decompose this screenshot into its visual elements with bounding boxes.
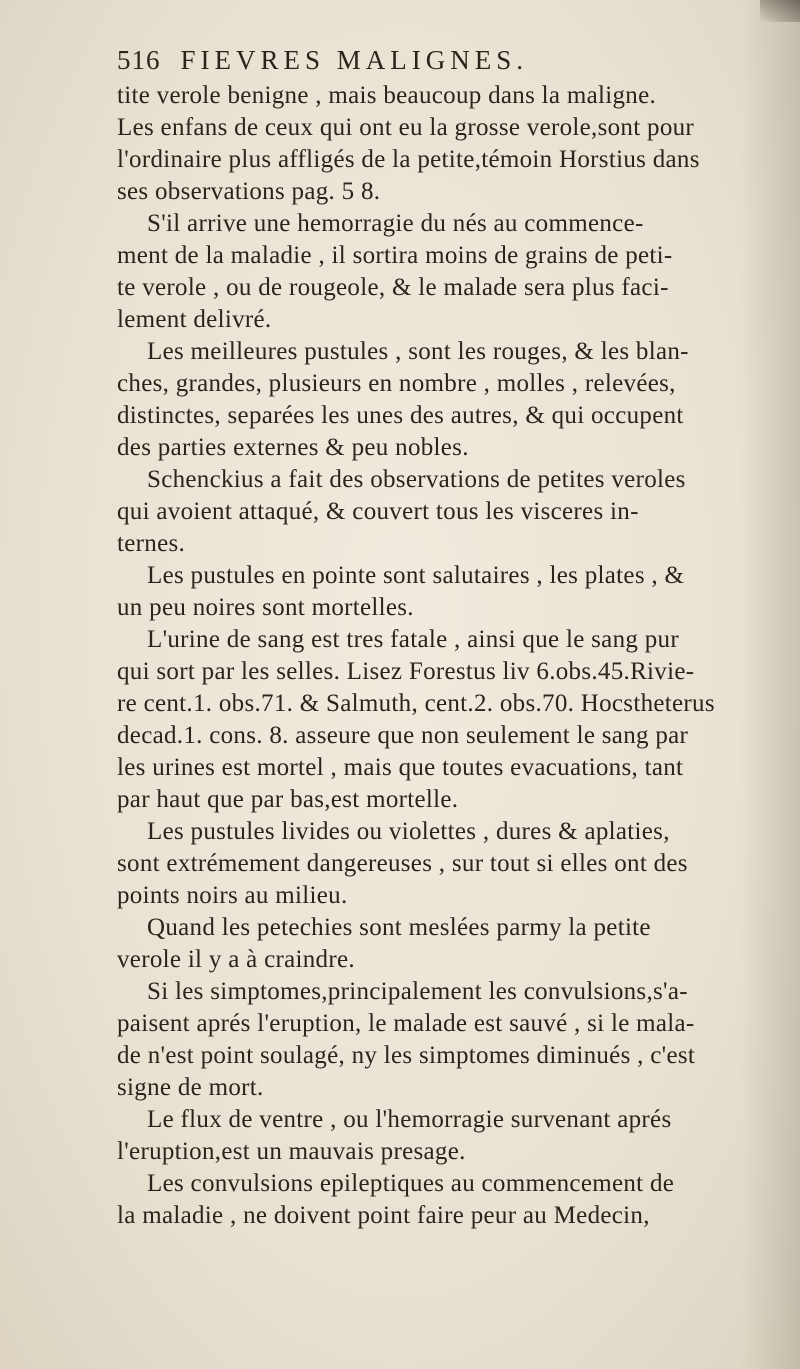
- text-line: Schenckius a fait des observations de petites veroles: [147, 466, 686, 493]
- text-line: la maladie , ne doivent point faire peur au Medecin,: [117, 1202, 650, 1229]
- text-line: Le flux de ventre , ou l'hemorragie survenant aprés: [147, 1106, 672, 1133]
- running-head: FIEVRES MALIGNES.: [180, 45, 529, 75]
- text-line: S'il arrive une hemorragie du nés au commence-: [147, 210, 644, 237]
- text-line: signe de mort.: [117, 1074, 264, 1101]
- page-corner-mark: [760, 0, 800, 22]
- text-line: distinctes, separées les unes des autres, & qui occupent: [117, 402, 684, 429]
- page-number: 516: [117, 45, 161, 75]
- text-line: de n'est point soulagé, ny les simptomes diminués , c'est: [117, 1042, 696, 1069]
- text-line: l'eruption,est un mauvais presage.: [117, 1138, 466, 1165]
- text-line: Les meilleures pustules , sont les rouges, & les blan-: [147, 338, 689, 365]
- text-line: Quand les petechies sont meslées parmy la petite: [147, 914, 651, 941]
- text-line: les urines est mortel , mais que toutes evacuations, tant: [117, 754, 684, 781]
- text-line: te verole , ou de rougeole, & le malade sera plus faci-: [117, 274, 669, 301]
- body-text: [117, 80, 760, 1232]
- text-line: qui sort par les selles. Lisez Forestus liv 6.obs.45.Rivie-: [117, 658, 695, 685]
- text-line: ses observations pag. 5 8.: [117, 178, 381, 205]
- text-line: des parties externes & peu nobles.: [117, 434, 469, 461]
- text-line: Les pustules en pointe sont salutaires , les plates , &: [147, 562, 685, 589]
- text-line: lement delivré.: [117, 306, 272, 333]
- text-line: Les convulsions epileptiques au commencement de: [147, 1170, 675, 1197]
- text-line: Si les simptomes,principalement les convulsions,s'a-: [147, 978, 688, 1005]
- page-header: [117, 42, 760, 78]
- text-line: tite verole benigne , mais beaucoup dans la maligne.: [117, 82, 657, 109]
- text-line: l'ordinaire plus affligés de la petite,témoin Horstius dans: [117, 146, 700, 173]
- text-line: Les enfans de ceux qui ont eu la grosse verole,sont pour: [117, 114, 695, 141]
- text-line: ches, grandes, plusieurs en nombre , molles , relevées,: [117, 370, 676, 397]
- text-line: L'urine de sang est tres fatale , ainsi que le sang pur: [147, 626, 679, 653]
- text-line: decad.1. cons. 8. asseure que non seulement le sang par: [117, 722, 689, 749]
- text-line: ment de la maladie , il sortira moins de grains de peti-: [117, 242, 673, 269]
- text-line: un peu noires sont mortelles.: [117, 594, 414, 621]
- text-line: par haut que par bas,est mortelle.: [117, 786, 459, 813]
- text-line: re cent.1. obs.71. & Salmuth, cent.2. obs.70. Hocstheterus: [117, 690, 715, 717]
- text-line: qui avoient attaqué, & couvert tous les visceres in-: [117, 498, 639, 525]
- page-edge-shadow: [740, 0, 800, 1369]
- text-line: paisent aprés l'eruption, le malade est sauvé , si le mala-: [117, 1010, 695, 1037]
- text-line: points noirs au milieu.: [117, 882, 348, 909]
- text-line: Les pustules livides ou violettes , dures & aplaties,: [147, 818, 670, 845]
- text-line: verole il y a à craindre.: [117, 946, 355, 973]
- text-line: ternes.: [117, 530, 186, 557]
- text-line: sont extrémement dangereuses , sur tout si elles ont des: [117, 850, 688, 877]
